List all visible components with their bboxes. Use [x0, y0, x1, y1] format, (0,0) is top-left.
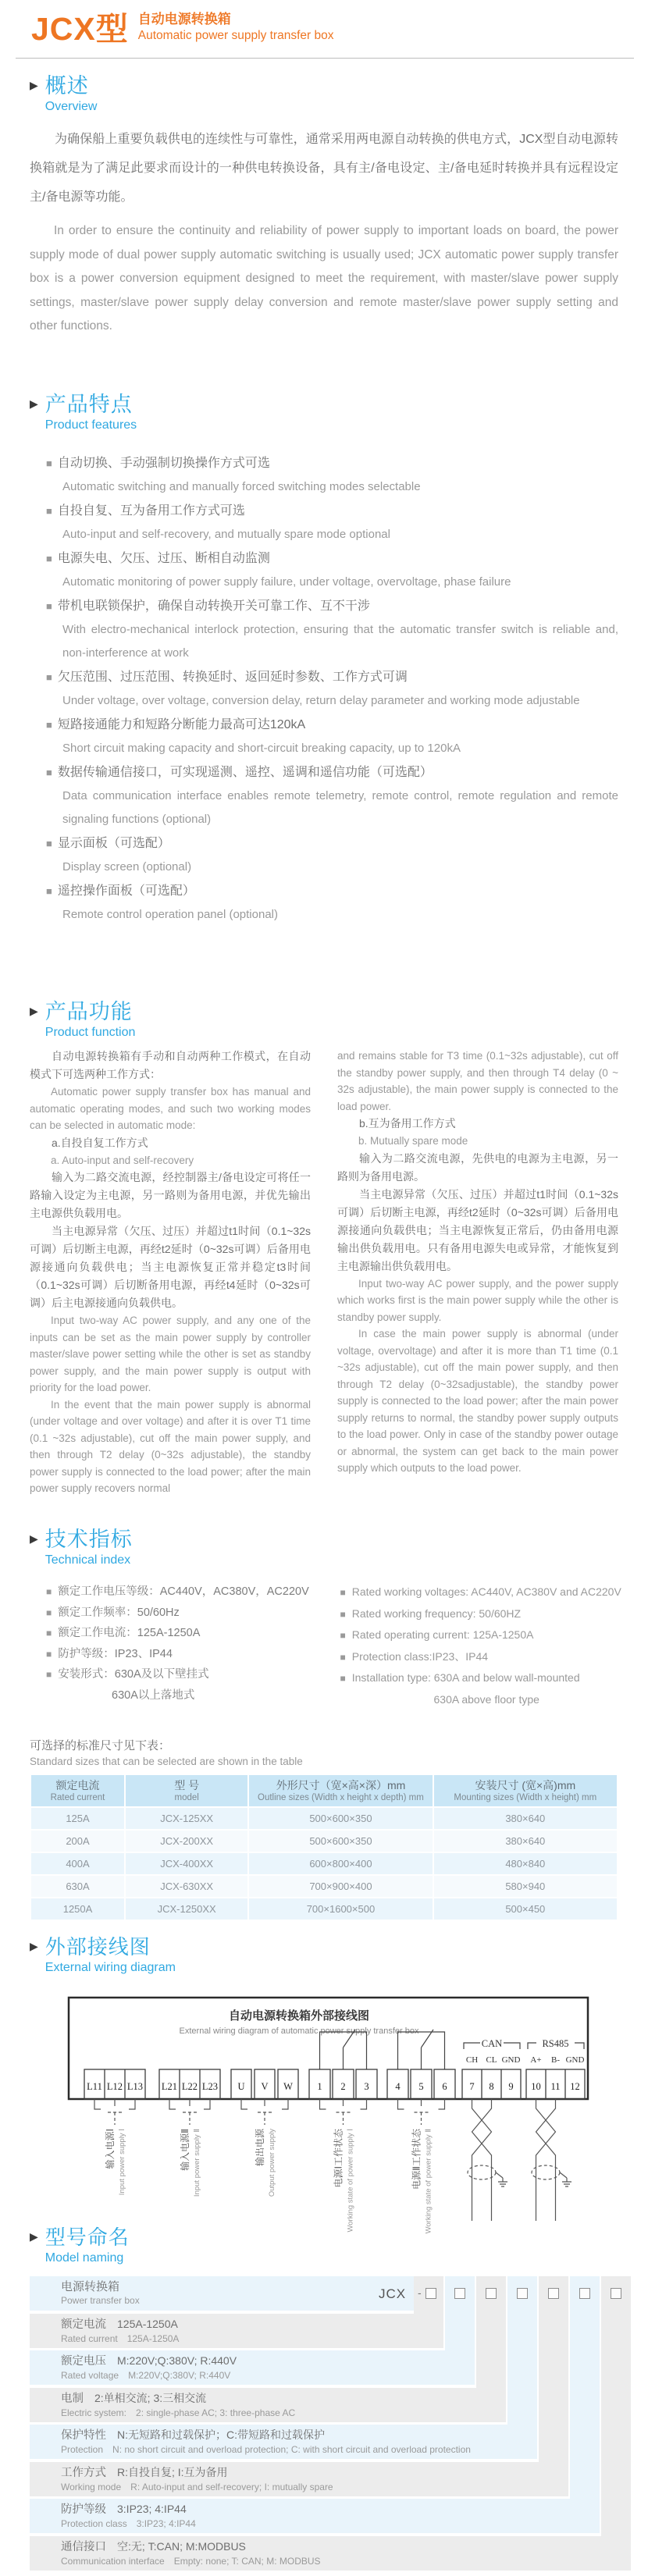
- wiring-group-label-en: Input power supply Ⅱ: [193, 2129, 201, 2197]
- feature-en: Automatic monitoring of power supply failure, under voltage, overvoltage, phase failure: [62, 575, 511, 589]
- overview-paragraph-zh: 为确保船上重要负载供电的连续性与可靠性，通常采用两电源自动转换的供电方式，JCX型自动电源转换箱就是为了满足此要求而设计的一种供电转换设备，具有主/备电设定、主/备电延时转换并具有远程设定主/备电源等功能。: [30, 133, 618, 204]
- naming-row: [30, 2314, 443, 2348]
- tech-columns: [30, 1582, 621, 1710]
- function-paragraph: Input two-way AC power supply, and any one of the inputs can be set as the main power supply by controller master/slave power setting while the other is set as standby power supply, and the main power supply is output with priority for the load power.: [30, 1315, 311, 1393]
- overview-header: [30, 73, 618, 116]
- feature-en: Display screen (optional): [62, 860, 192, 873]
- feature-zh: 遥控操作面板（可选配）: [57, 884, 195, 898]
- rs485-pin-label: A+: [530, 2055, 542, 2065]
- square-bullet-icon: ■: [46, 600, 52, 612]
- terminal-label: 11: [550, 2081, 561, 2092]
- section-marker-icon: ▶: [30, 1532, 38, 1545]
- tech-title-zh: 技术指标: [45, 1528, 133, 1551]
- table-row: 400A JCX-400XX 600×800×400 480×840: [31, 1853, 617, 1874]
- terminal-label: 7: [469, 2081, 475, 2092]
- function-paragraph: a. Auto-input and self-recovery: [51, 1154, 194, 1166]
- naming-row-zh-label: 额定电压: [61, 2355, 106, 2368]
- naming-row-zh-desc: 3:IP23; 4:IP44: [117, 2503, 187, 2515]
- feature-en: Automatic switching and manually forced switching modes selectable: [62, 480, 421, 493]
- square-bullet-icon: ■: [46, 1628, 52, 1638]
- naming-row: [30, 2536, 631, 2571]
- sizes-table: [30, 1774, 618, 1921]
- square-bullet-icon: ■: [46, 1586, 52, 1597]
- naming-column: [570, 2276, 600, 2533]
- function-paragraph: In case the main power supply is abnormal (under voltage, overvoltage) and after it is more than T1 time (0.1 ~32s adjustable), cut off the main power supply, and then through T2 delay (0~32sadjustable), the standby power supply is connected to the load power; after the main power supply returns to normal, the standby power supply outputs to the load power. Only in case of the standby power outage or abnormal, the system can get back to the main power supply which outputs to the load power.: [337, 1328, 618, 1474]
- feature-en: Auto-input and self-recovery, and mutually spare mode optional: [62, 528, 390, 541]
- tech-item: Installation type: 630A and below wall-mounted: [351, 1671, 580, 1684]
- product-title-zh: 自动电源转换箱: [137, 12, 231, 27]
- square-bullet-icon: ■: [46, 719, 52, 731]
- naming-row-en-desc: 2: single-phase AC; 3: three-phase AC: [136, 2407, 296, 2418]
- naming-row-en-desc: N: no short circuit and overload protection; C: with short circuit and overload protection: [112, 2444, 471, 2455]
- naming-row-zh-label: 额定电流: [61, 2318, 106, 2331]
- section-naming: [30, 2225, 618, 2267]
- tech-item: 630A above floor type: [433, 1692, 539, 1706]
- rs485-pin-label: GND: [565, 2055, 585, 2065]
- terminal-label: L12: [106, 2081, 123, 2092]
- page-header: [31, 6, 333, 52]
- terminal-label: 1: [317, 2081, 322, 2092]
- tech-left-column: [30, 1582, 325, 1710]
- function-left-column: [30, 1048, 311, 1497]
- features-title-en: Product features: [45, 418, 137, 432]
- terminal-label: L13: [126, 2081, 144, 2092]
- function-title-en: Product function: [45, 1026, 136, 1039]
- wiring-group-label-zh: 输入电源Ⅰ: [105, 2129, 116, 2169]
- tech-item: Rated operating current: 125A-1250A: [351, 1628, 534, 1641]
- feature-item: [46, 451, 618, 499]
- column-header: 安装尺寸 (宽×高)mm Mounting sizes (Width x height) mm: [434, 1775, 617, 1806]
- square-bullet-icon: ■: [340, 1587, 346, 1598]
- features-list: [30, 451, 618, 927]
- can-pin-label: GND: [501, 2055, 521, 2065]
- naming-row-en-desc: 3:IP23; 4:IP44: [136, 2518, 196, 2529]
- feature-en: Under voltage, over voltage, conversion delay, return delay parameter and working mode adjustable: [62, 694, 580, 707]
- product-title-block: [138, 6, 334, 44]
- column-header: 额定电流 Rated current: [31, 1775, 124, 1806]
- naming-row-en-desc: Empty: none; T: CAN; M: MODBUS: [173, 2556, 321, 2567]
- section-overview: [30, 73, 618, 339]
- naming-row-zh-desc: M:220V;Q:380V; R:440V: [117, 2354, 237, 2367]
- tech-item: 额定工作频率：50/60Hz: [58, 1606, 180, 1619]
- function-paragraph: Automatic power supply transfer box has manual and automatic operating modes, and such two working modes can be selected in automatic mode:: [30, 1086, 311, 1131]
- square-bullet-icon: ■: [46, 1606, 52, 1618]
- naming-row-en-label: Rated current: [61, 2333, 118, 2344]
- feature-zh: 自动切换、手动强制切换操作方式可选: [57, 457, 270, 470]
- feature-item: [46, 594, 618, 665]
- tech-item: 防护等级：IP23、IP44: [58, 1647, 173, 1660]
- feature-item: [46, 665, 618, 713]
- wiring-title-en: External wiring diagram: [45, 1961, 176, 1974]
- table-row: 1250A JCX-1250XX 700×1600×500 500×450: [31, 1898, 617, 1920]
- naming-row-en-desc: M:220V;Q:380V; R:440V: [128, 2370, 231, 2381]
- function-paragraph: 自动电源转换箱有手动和自动两种工作模式，在自动模式下可选两种工作方式：: [30, 1050, 311, 1080]
- feature-item: [46, 713, 618, 760]
- function-paragraph: 输入为二路交流电源，经控制器主/备电设定可将任一路输入设定为主电源，另一路则为备用电源，并优先输出主电源供负载用电。: [30, 1171, 311, 1219]
- wiring-group-label-en: Input power supply Ⅰ: [118, 2129, 126, 2196]
- section-marker-icon: ▶: [30, 1005, 38, 1017]
- feature-zh: 带机电联锁保护，确保自动转换开关可靠工作、互不干涉: [57, 600, 370, 613]
- product-model-title: JCX型: [31, 11, 129, 47]
- terminal-label: U: [237, 2081, 245, 2092]
- can-bus-label: CAN: [481, 2038, 503, 2049]
- naming-title-zh: 型号命名: [45, 2226, 130, 2249]
- sizes-intro-en: Standard sizes that can be selected are shown in the table: [30, 1756, 303, 1767]
- naming-row-zh: 电源转换箱: [61, 2280, 120, 2293]
- square-bullet-icon: ■: [46, 553, 52, 564]
- terminal-label: 8: [489, 2081, 494, 2092]
- feature-zh: 显示面板（可选配）: [57, 837, 170, 850]
- section-wiring: [30, 1934, 618, 1976]
- terminal-label: 9: [508, 2081, 514, 2092]
- naming-row: [30, 2499, 600, 2533]
- naming-digit-box: [454, 2288, 465, 2299]
- naming-column: [601, 2276, 631, 2571]
- wiring-group-label-en: Output power supply: [268, 2129, 276, 2197]
- wiring-header: [30, 1934, 618, 1976]
- naming-row: [30, 2276, 414, 2311]
- square-bullet-icon: ■: [46, 1669, 52, 1680]
- table-row: 125A JCX-125XX 500×600×350 380×640: [31, 1808, 617, 1829]
- terminal-labels: [87, 2081, 580, 2092]
- table-row: 630A JCX-630XX 700×900×400 580×940: [31, 1876, 617, 1897]
- feature-en: Data communication interface enables remote telemetry, remote control, remote regulation and remote signaling functions (optional): [62, 789, 618, 826]
- function-paragraph: 当主电源异常（欠压、过压）并超过t1时间（0.1~32s可调）后切断主电源，再经t2延时（0~32s可调）后备用电源接通向负载供电；当主电源恢复正常后，仍由备用电源输出供负载用电。只有备用电源失电或异常，才能恢复到主电源输出供负载用电。: [337, 1187, 618, 1272]
- feature-zh: 短路接通能力和短路分断能力最高可达120kA: [57, 718, 306, 731]
- naming-row-en-label: Protection class: [61, 2518, 127, 2529]
- terminal-label: 6: [442, 2081, 447, 2092]
- function-header: [30, 999, 618, 1041]
- feature-item: [46, 499, 618, 546]
- section-sizes: [30, 1738, 618, 1921]
- terminal-label: 2: [340, 2081, 346, 2092]
- feature-zh: 自投自复、互为备用工作方式可选: [57, 504, 245, 518]
- naming-row-zh-label: 保护特性: [61, 2429, 106, 2442]
- naming-row-en-desc: 125A-1250A: [126, 2333, 180, 2344]
- naming-row-zh-label: 工作方式: [61, 2467, 106, 2479]
- wiring-group-label-zh: 电源Ⅱ工作状态: [411, 2129, 422, 2190]
- naming-row-en-label: Working mode: [61, 2482, 122, 2492]
- terminal-label: W: [283, 2081, 293, 2092]
- naming-digit-box: [486, 2288, 497, 2299]
- wiring-group-label-zh: 输出电源: [255, 2129, 265, 2167]
- feature-item: [46, 879, 618, 927]
- naming-row-en-desc: R: Auto-input and self-recovery; I: mutually spare: [130, 2482, 333, 2492]
- naming-row-en-label: Protection: [61, 2444, 104, 2455]
- function-paragraph: 当主电源异常（欠压、过压）并超过t1时间（0.1~32s可调）后切断主电源，再经t2延时（0~32s可调）后备用电源接通向负载供电；当主电源恢复正常并稳定t3时间（0.1~32s可调）后切断备用电源，再经t4延时（0~32s可调）后主电源接通向负载供电。: [30, 1225, 311, 1309]
- function-paragraph: a.自投自复工作方式: [52, 1136, 148, 1149]
- naming-row: [30, 2350, 475, 2385]
- section-features: [30, 392, 618, 927]
- can-pin-label: CL: [486, 2055, 497, 2065]
- function-right-column: [337, 1048, 618, 1497]
- naming-row: [30, 2462, 568, 2496]
- section-marker-icon: ▶: [30, 1940, 38, 1952]
- feature-zh: 电源失电、欠压、过压、断相自动监测: [57, 552, 270, 565]
- naming-title-en: Model naming: [45, 2251, 124, 2265]
- tech-item: 额定工作电压等级：AC440V，AC380V，AC220V: [58, 1585, 309, 1598]
- function-paragraph: Input two-way AC power supply, and the power supply which works first is the main power supply while the other is standby power supply.: [337, 1277, 618, 1323]
- overview-title-zh: 概述: [45, 74, 89, 98]
- tech-header: [30, 1527, 618, 1569]
- terminal-label: L22: [181, 2081, 198, 2092]
- tech-right-column: [340, 1582, 619, 1710]
- square-bullet-icon: ■: [340, 1608, 346, 1620]
- feature-en: Remote control operation panel (optional): [62, 908, 278, 921]
- naming-row: [30, 2388, 506, 2422]
- section-function: [30, 999, 618, 1497]
- section-marker-icon: ▶: [30, 397, 38, 410]
- wiring-group-label-zh: 电源Ⅰ工作状态: [333, 2129, 344, 2188]
- tech-item: 额定工作电流：125A-1250A: [58, 1627, 201, 1639]
- naming-header: [30, 2225, 618, 2267]
- wiring-group-label-en: Working state of power supply Ⅱ: [424, 2129, 433, 2234]
- naming-row-en-label: Communication interface: [61, 2556, 165, 2567]
- features-title-zh: 产品特点: [45, 393, 133, 416]
- rs485-pin-label: B-: [551, 2055, 560, 2065]
- wiring-group-label-en: Working state of power supply Ⅰ: [346, 2129, 355, 2233]
- overview-paragraph-en: In order to ensure the continuity and reliability of power supply to important loads on board, the power supply mode of dual power supply automatic switching is usually used; JCX automatic power supply transfer box is a power conversion equipment designed to meet the requirement, with master/slave power supply settings, master/slave power supply delay conversion and remote master/slave power supply setting and other functions.: [30, 224, 618, 333]
- square-bullet-icon: ■: [46, 671, 52, 683]
- square-bullet-icon: ■: [46, 457, 52, 469]
- can-pin-label: CH: [465, 2055, 479, 2065]
- tech-item: Rated working voltages: AC440V, AC380V and AC220V: [351, 1585, 621, 1598]
- terminal-label: L23: [201, 2081, 219, 2092]
- square-bullet-icon: ■: [46, 767, 52, 778]
- square-bullet-icon: ■: [46, 1648, 52, 1660]
- naming-code: JCX: [379, 2286, 407, 2301]
- sizes-intro-zh: 可选择的标准尺寸见下表：: [30, 1739, 171, 1752]
- header-divider: [16, 58, 634, 59]
- square-bullet-icon: ■: [46, 505, 52, 517]
- terminal-label: 4: [395, 2081, 401, 2092]
- product-title-en: Automatic power supply transfer box: [137, 29, 334, 42]
- naming-row-zh-desc: N:无短路和过载保护；C:带短路和过载保护: [117, 2428, 325, 2441]
- tech-item: 630A以上落地式: [112, 1688, 195, 1702]
- terminal-label: V: [261, 2081, 269, 2092]
- naming-row-zh-label: 通信接口: [61, 2541, 106, 2553]
- function-title-zh: 产品功能: [45, 1000, 133, 1023]
- table-row: 200A JCX-200XX 500×600×350 380×640: [31, 1831, 617, 1852]
- square-bullet-icon: ■: [340, 1651, 346, 1663]
- naming-digit-box: [579, 2288, 590, 2299]
- feature-zh: 欠压范围、过压范围、转换延时、返回延时参数、工作方式可调: [57, 671, 408, 684]
- naming-row-zh-desc: 空:无; T:CAN; M:MODBUS: [117, 2540, 246, 2553]
- naming-row-zh-desc: 2:单相交流; 3:三相交流: [94, 2392, 207, 2404]
- function-paragraph: In the event that the main power supply is abnormal (under voltage and over voltage) and after it is over T1 time (0.1 ~32s adjustable), cut off the main power supply, and then through T2 delay (0~32s adjustable), the standby power supply is connected to the load power; after the main power supply recovers normal: [30, 1398, 311, 1494]
- section-marker-icon: ▶: [30, 2230, 38, 2243]
- diagram-title-zh: 自动电源转换箱外部接线图: [228, 2010, 370, 2023]
- function-paragraph: b.互为备用工作方式: [359, 1117, 456, 1130]
- naming-digit-box: [611, 2288, 621, 2299]
- table-header-row: [31, 1775, 617, 1806]
- function-paragraph: b. Mutually spare mode: [358, 1135, 468, 1147]
- naming-digit-box: [425, 2288, 436, 2299]
- feature-item: [46, 831, 618, 879]
- column-header: 型 号 model: [126, 1775, 247, 1806]
- naming-row-zh-label: 防护等级: [61, 2503, 106, 2516]
- terminal-label: 3: [364, 2081, 369, 2092]
- naming-row-zh-label: 电制: [61, 2393, 84, 2405]
- function-columns: [30, 1048, 618, 1497]
- naming-digit-box: [517, 2288, 528, 2299]
- wiring-group-label-zh: 输入电源Ⅱ: [180, 2129, 190, 2171]
- terminal-label: 5: [418, 2081, 424, 2092]
- model-naming-diagram: [30, 2276, 634, 2574]
- tech-item: Rated working frequency: 50/60HZ: [351, 1606, 522, 1620]
- naming-row-zh-desc: R:自投自复; I:互为备用: [117, 2466, 228, 2478]
- naming-row: [30, 2425, 537, 2459]
- feature-en: Short circuit making capacity and short-circuit breaking capacity, up to 120kA: [62, 742, 461, 755]
- feature-item: [46, 546, 618, 594]
- feature-zh: 数据传输通信接口，可实现遥测、遥控、遥调和遥信功能（可选配）: [57, 766, 433, 779]
- tech-item: 安装形式：630A及以下壁挂式: [58, 1668, 209, 1681]
- tech-title-en: Technical index: [45, 1553, 131, 1567]
- overview-title-en: Overview: [45, 100, 98, 113]
- naming-row-en: Power transfer box: [61, 2295, 140, 2306]
- naming-row-en-label: Rated voltage: [61, 2370, 119, 2381]
- feature-item: [46, 760, 618, 831]
- wiring-title-zh: 外部接线图: [45, 1935, 151, 1959]
- column-header: 外形尺寸（宽×高×深）mm Outline sizes (Width x height x depth) mm: [249, 1775, 432, 1806]
- square-bullet-icon: ■: [46, 838, 52, 849]
- function-paragraph: 输入为二路交流电源，先供电的电源为主电源，另一路则为备用电源。: [337, 1151, 618, 1183]
- features-header: [30, 392, 618, 434]
- terminal-label: 10: [531, 2081, 541, 2092]
- square-bullet-icon: ■: [340, 1630, 346, 1641]
- naming-row-en-label: Electric system:: [61, 2407, 127, 2418]
- square-bullet-icon: ■: [340, 1673, 346, 1684]
- terminal-label: 12: [570, 2081, 580, 2092]
- feature-en: With electro-mechanical interlock protection, ensuring that the automatic transfer switch is reliable and, non-interference at work: [62, 623, 618, 660]
- section-tech: [30, 1527, 621, 1710]
- square-bullet-icon: ■: [46, 885, 52, 897]
- terminal-label: L11: [87, 2081, 102, 2092]
- section-marker-icon: ▶: [30, 79, 38, 91]
- terminal-label: L21: [161, 2081, 178, 2092]
- naming-code-dash: -: [418, 2286, 422, 2299]
- rs485-bus-label: RS485: [542, 2038, 569, 2049]
- naming-digit-box: [548, 2288, 559, 2299]
- tech-item: Protection class:IP23、IP44: [351, 1649, 489, 1663]
- diagram-title-en: External wiring diagram of automatic power supply transfer box: [179, 2026, 419, 2036]
- function-paragraph: and remains stable for T3 time (0.1~32s adjustable), cut off the standby power supply, and then through T4 delay (0 ~ 32s adjustable), the main power supply is connected to the load power.: [337, 1050, 618, 1112]
- naming-row-zh-desc: 125A-1250A: [117, 2318, 178, 2330]
